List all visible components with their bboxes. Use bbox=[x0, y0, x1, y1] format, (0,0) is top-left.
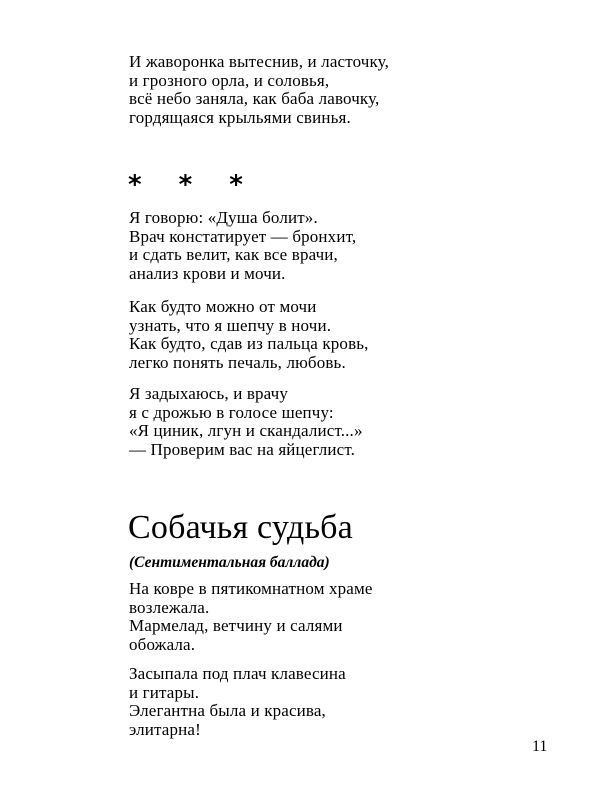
poem2-stanza-2 bbox=[129, 298, 369, 372]
verse-line: — Проверим вас на яйцеглист. bbox=[129, 439, 356, 459]
poem-subtitle: (Сентиментальная баллада) bbox=[129, 554, 330, 571]
poem3-stanza-1 bbox=[129, 580, 373, 654]
poem3-stanza-2 bbox=[129, 665, 346, 739]
poem1-stanza bbox=[129, 53, 389, 127]
verse-line: И жаворонка вытеснив, и ласточку, bbox=[129, 52, 389, 71]
verse-line: узнать, что я шепчу в ночи. bbox=[129, 315, 332, 335]
verse-line: и гитары. bbox=[129, 682, 200, 702]
verse-line: На ковре в пятикомнатном храме bbox=[129, 579, 373, 598]
verse-line: легко понять печаль, любовь. bbox=[129, 352, 346, 372]
verse-line: Мармелад, ветчину и салями bbox=[129, 616, 343, 635]
page-number: 11 bbox=[532, 738, 548, 755]
poem-title: Собачья судьба bbox=[128, 509, 353, 546]
verse-line: гордящаяся крыльями свинья. bbox=[129, 107, 351, 127]
verse-line: анализ крови и мочи. bbox=[129, 263, 286, 283]
verse-line: я с дрожью в голосе шепчу: bbox=[129, 402, 334, 422]
verse-line: возлежала. bbox=[129, 597, 210, 617]
verse-line: Как будто, сдав из пальца кровь, bbox=[129, 334, 369, 353]
verse-line: Засыпала под плач клавесина bbox=[129, 664, 346, 683]
verse-line: Элегантна была и красива, bbox=[129, 701, 326, 720]
section-separator: * * * bbox=[128, 170, 257, 200]
verse-line: и грозного орла, и соловья, bbox=[129, 70, 330, 90]
verse-line: Я задыхаюсь, и врачу bbox=[129, 384, 289, 403]
poem2-stanza-1 bbox=[129, 209, 356, 283]
verse-line: Как будто можно от мочи bbox=[129, 297, 317, 316]
verse-line: обожала. bbox=[129, 634, 196, 654]
verse-line: «Я циник, лгун и скандалист...» bbox=[129, 421, 363, 440]
verse-line: элитарна! bbox=[129, 719, 201, 739]
verse-line: Врач констатирует — бронхит, bbox=[129, 226, 357, 246]
verse-line: всё небо заняла, как баба лавочку, bbox=[129, 89, 380, 108]
verse-line: Я говорю: «Душа болит». bbox=[129, 208, 318, 227]
verse-line: и сдать велит, как все врачи, bbox=[129, 245, 338, 264]
poem2-stanza-3 bbox=[129, 385, 363, 459]
